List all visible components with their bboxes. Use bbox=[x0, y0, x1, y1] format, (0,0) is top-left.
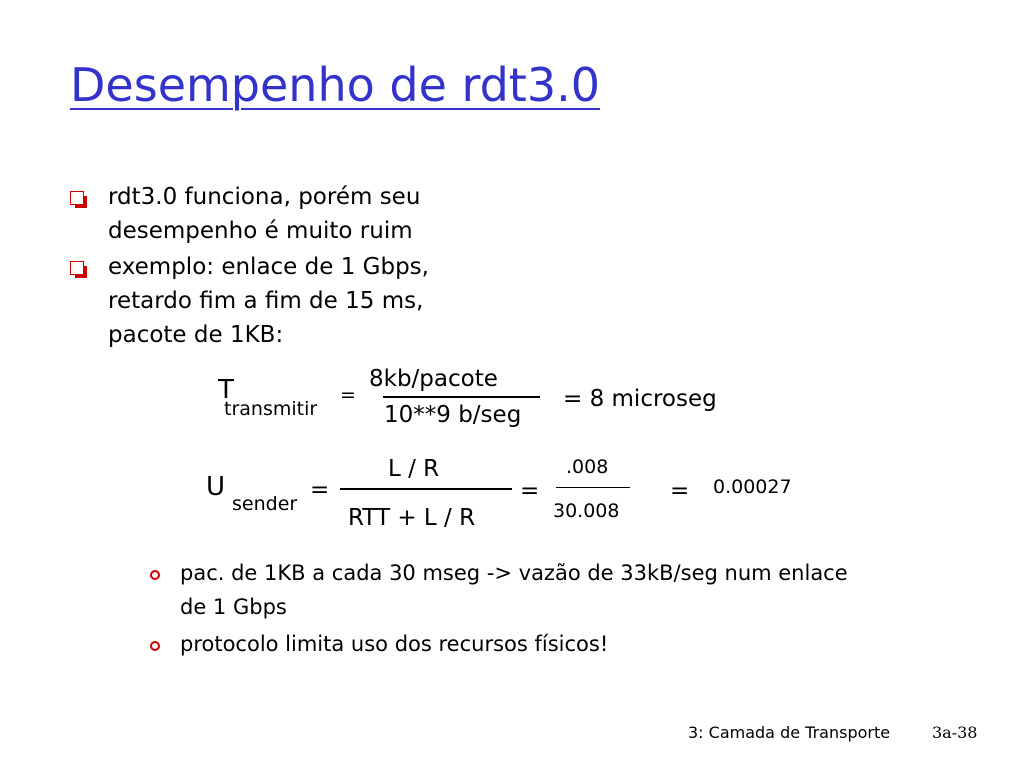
eq-variable: T bbox=[218, 375, 234, 405]
eq-equals: = bbox=[670, 478, 690, 504]
footer-chapter: 3: Camada de Transporte bbox=[688, 723, 891, 742]
bullet-text bbox=[108, 180, 420, 248]
eq-result: = 8 microseg bbox=[563, 386, 717, 412]
eq-numerator: L / R bbox=[388, 456, 440, 482]
eq-equals: = bbox=[310, 477, 330, 503]
fraction-line bbox=[340, 488, 512, 490]
bullet-line: retardo fim a fim de 15 ms, bbox=[108, 288, 424, 314]
eq-denominator: 10**9 b/seg bbox=[384, 402, 522, 428]
eq-denominator: 30.008 bbox=[553, 500, 620, 522]
bullet-text bbox=[108, 250, 429, 352]
slide-title: Desempenho de rdt3.0 bbox=[70, 58, 600, 112]
bullet-line: desempenho é muito ruim bbox=[108, 218, 413, 244]
fraction-line bbox=[383, 396, 540, 398]
bullet-line: exemplo: enlace de 1 Gbps, bbox=[108, 254, 429, 280]
square-bullet-icon bbox=[70, 191, 84, 205]
eq-numerator: .008 bbox=[566, 456, 609, 478]
sub-bullet-text bbox=[180, 627, 608, 661]
sub-bullet-line: de 1 Gbps bbox=[180, 595, 287, 619]
eq-variable: U bbox=[206, 472, 226, 502]
sub-bullet-line: protocolo limita uso dos recursos físicos! bbox=[180, 632, 609, 656]
eq-denominator: RTT + L / R bbox=[348, 505, 476, 531]
sub-bullet-line: pac. de 1KB a cada 30 mseg -> vazão de 33kB/seg num enlace bbox=[180, 561, 848, 585]
eq-equals: = bbox=[520, 478, 540, 504]
footer-page-number: 3a-38 bbox=[932, 723, 978, 742]
sub-bullet-text bbox=[180, 556, 848, 624]
eq-numerator: 8kb/pacote bbox=[369, 366, 498, 392]
fraction-line bbox=[556, 487, 630, 488]
circle-bullet-icon bbox=[150, 641, 160, 651]
bullet-line: pacote de 1KB: bbox=[108, 322, 284, 348]
eq-equals: = bbox=[340, 384, 356, 406]
eq-subscript: sender bbox=[232, 493, 298, 515]
bullet-line: rdt3.0 funciona, porém seu bbox=[108, 184, 421, 210]
circle-bullet-icon bbox=[150, 570, 160, 580]
eq-result: 0.00027 bbox=[713, 476, 792, 498]
eq-subscript: transmitir bbox=[224, 398, 318, 420]
square-bullet-icon bbox=[70, 261, 84, 275]
